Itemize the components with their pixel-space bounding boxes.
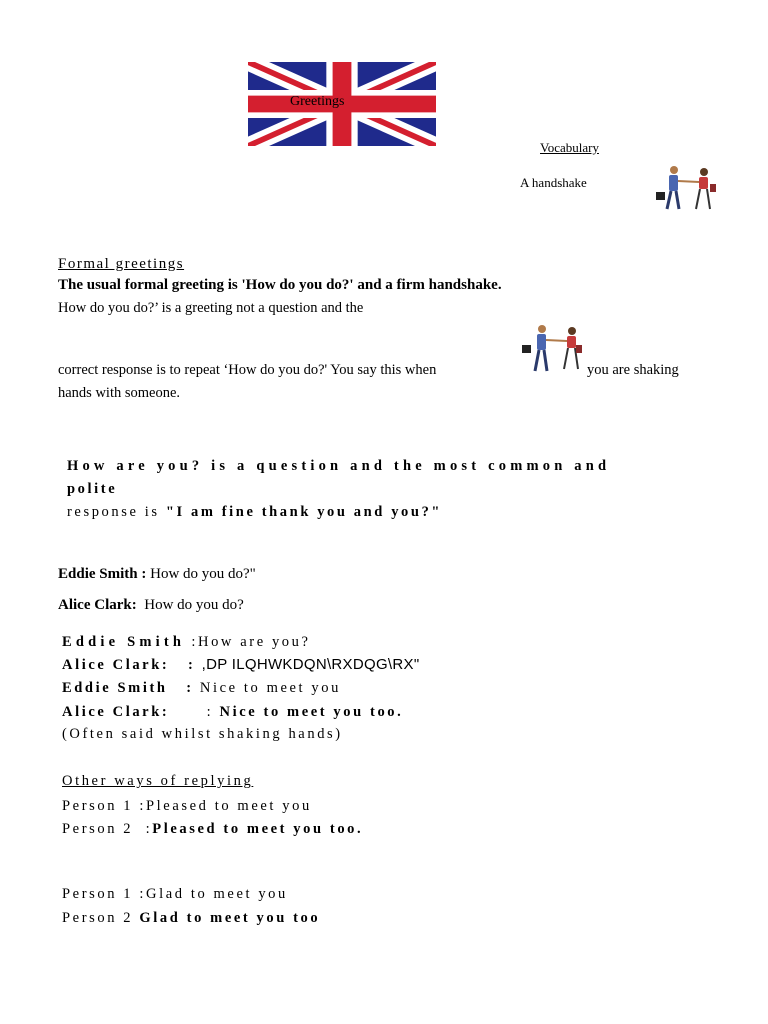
dialog1-text-2: How do you do?: [144, 597, 244, 613]
formal-line-1: [58, 277, 502, 294]
dialog2-speaker-4: Alice Clark:: [62, 704, 170, 720]
dialog1-line-1: [58, 566, 256, 583]
handshake-people-icon-inline: [518, 323, 586, 377]
dialog1-text-1: How do you do?": [150, 566, 256, 582]
pair2-p2-label: Person 2: [62, 910, 134, 926]
pair1-p2-sep: :: [133, 821, 153, 837]
dialog2-text-4: Nice to meet you too.: [219, 704, 404, 720]
dialog2-sep-3: :: [167, 680, 200, 696]
dialog2-line-2: [62, 656, 419, 674]
shaking-hands-note: (Often said whilst shaking hands): [62, 726, 343, 742]
pair1-person2: [62, 820, 363, 838]
question-line-2: polite: [67, 481, 118, 497]
flag-caption: Greetings: [290, 94, 345, 109]
dialog2-line-1: [62, 633, 311, 651]
handshake-people-icon: [652, 164, 720, 218]
pair1-p1-text: Pleased to meet you: [146, 798, 312, 814]
question-line-3-bold: "I am fine thank you and you?": [165, 504, 443, 520]
formal-line-1-pre: The usual formal greeting is: [58, 277, 242, 293]
pair1-p2-label: Person 2: [62, 821, 134, 837]
question-line-1: How are you? is a question and the most common and: [67, 458, 611, 474]
formal-line-2: How do you do?’ is a greeting not a question and the: [58, 300, 364, 316]
dialog2-line-4: [62, 703, 403, 721]
pair2-person1: [62, 885, 288, 903]
formal-line-1-quote: 'How do you do?': [241, 277, 354, 293]
pair1-p1-label: Person 1: [62, 798, 134, 814]
question-line-3: [67, 503, 442, 521]
dialog2-sep-4: :: [169, 704, 220, 720]
dialog2-text-3: Nice to meet you: [199, 680, 341, 696]
pair2-p2-text: Glad to meet you too: [139, 910, 321, 926]
pair2-p1-label: Person 1: [62, 886, 134, 902]
formal-greetings-heading: Formal greetings: [58, 256, 185, 272]
other-ways-heading: Other ways of replying: [62, 773, 254, 789]
pair2-person2: [62, 909, 320, 927]
handshake-term: A handshake: [520, 175, 587, 190]
pair2-p1-sep: :: [133, 886, 147, 902]
dialog2-speaker-3: Eddie Smith: [62, 680, 168, 696]
pair1-p2-text: Pleased to meet you too.: [152, 821, 364, 837]
dialog2-text-1: How are you?: [198, 634, 311, 650]
dialog1-line-2: [58, 597, 244, 614]
vocabulary-heading: Vocabulary: [540, 140, 599, 155]
formal-line-3-pre: correct response is to repeat ‘How do you do?' You say this when: [58, 362, 437, 378]
dialog2-sep-1: :: [185, 634, 199, 650]
formal-line-3-post: you are shaking: [587, 362, 679, 378]
dialog2-text-2: ,DP ILQHWKDQN\RXDQG\RX": [201, 656, 420, 673]
dialog2-speaker-2: Alice Clark:: [62, 657, 170, 673]
dialog2-speaker-1: Eddie Smith: [62, 634, 186, 650]
pair2-p1-text: Glad to meet you: [146, 886, 288, 902]
dialog1-speaker-2: Alice Clark:: [58, 597, 137, 613]
question-line-3-pre: response is: [67, 504, 166, 520]
dialog1-sep-1: :: [137, 566, 151, 582]
formal-line-4: hands with someone.: [58, 385, 181, 401]
dialog1-speaker-1: Eddie Smith: [58, 566, 138, 582]
dialog2-sep-2: :: [169, 657, 202, 673]
dialog2-line-3: [62, 679, 341, 697]
pair1-p1-sep: :: [133, 798, 147, 814]
formal-line-1-post: and a firm handshake.: [353, 277, 502, 293]
pair1-person1: [62, 797, 312, 815]
